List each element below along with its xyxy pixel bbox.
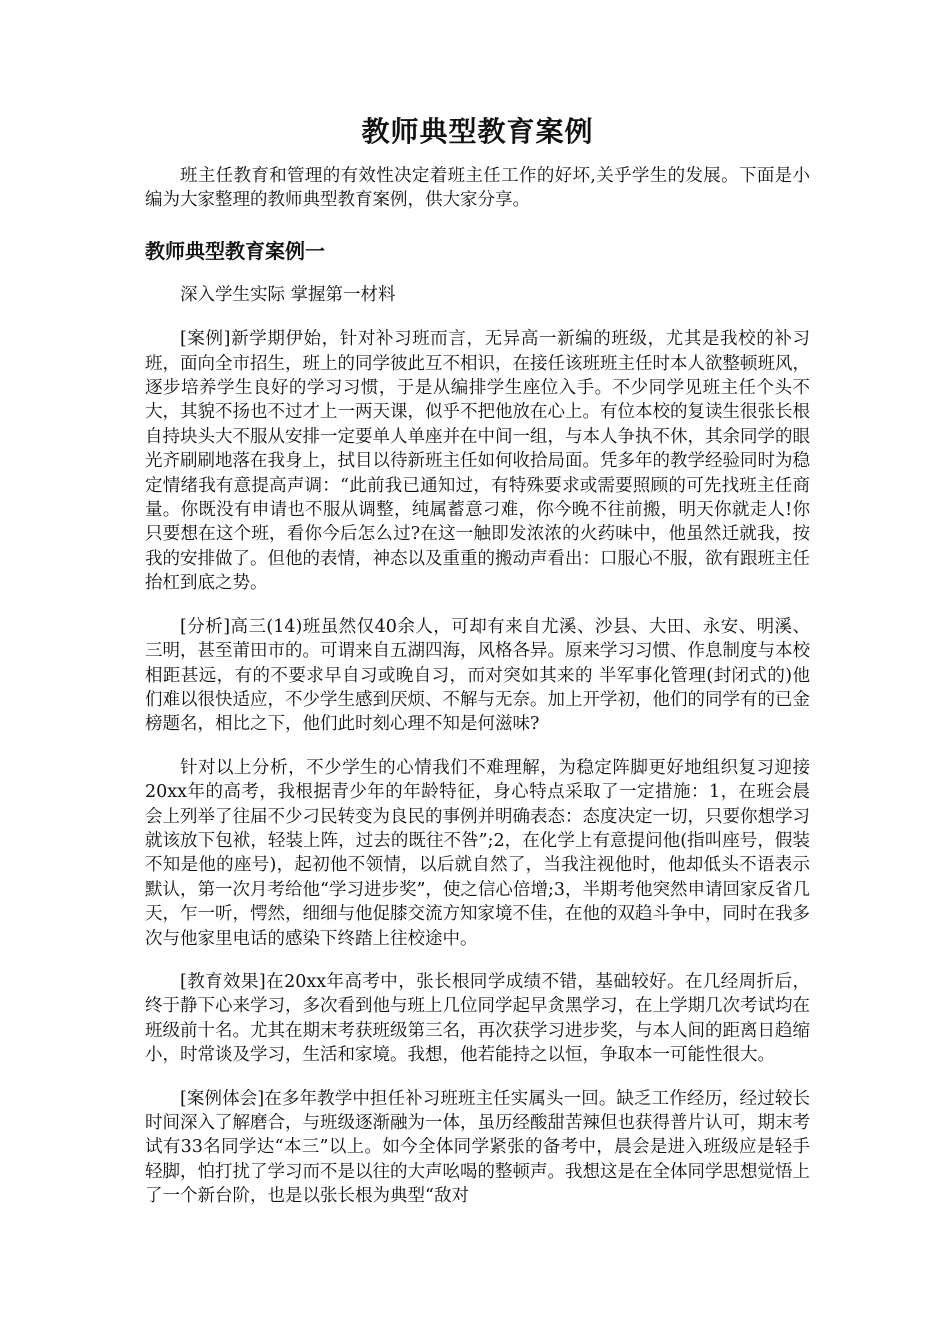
intro-paragraph: 班主任教育和管理的有效性决定着班主任工作的好坏,关乎学生的发展。下面是小编为大家整理的教师典型教育案例，供大家分享。 xyxy=(145,166,810,211)
effect-paragraph: [教育效果]在20xx年高考中，张长根同学成绩不错，基础较好。在几经周折后，终于静下心来学习，多次看到他与班上几位同学起早贪黑学习，在上学期几次考试均在班级前十名。尤其在期末考获班级第三名，再次获学习进步奖，与本人间的距离日趋缩小，时常谈及学习，生活和家境。我想，他若能持之以恒，争取本一可能性很大。 xyxy=(145,971,810,1066)
measures-paragraph: 针对以上分析，不少学生的心情我们不难理解，为稳定阵脚更好地组织复习迎接20xx年的高考，我根据青少年的年龄特征，身心特点采取了一定措施：1，在班会晨会上列举了往届不少刁民转变为良民的事例并明确表态：态度决定一切，只要你想学习就该放下包袱，轻装上阵，过去的既往不咎”;2，在化学上有意提问他(指叫座号，假装不知是他的座号)，起初他不领情，以后就自然了，当我注视他时，他却低头不语表示默认，第一次月考给他“学习进步奖”，使之信心倍增;3，半期考他突然申请回家反省几天，乍一听，愕然，细细与他促膝交流方知家境不佳，在他的双趋斗争中，同时在我多次与他家里电话的感染下终踏上往校途中。 xyxy=(145,757,810,949)
reflection-paragraph: [案例体会]在多年教学中担任补习班班主任实属头一回。缺乏工作经历，经过较长时间深入了解磨合，与班级逐渐融为一体，虽历经酸甜苦辣但也获得普片认可，期末考试有33名同学达“本三”以上。如今全体同学紧张的备考中，晨会是进入班级应是轻手轻脚，怕打扰了学习而不是以往的大声吆喝的整顿声。我想这是在全体同学思想觉悟上了一个新台阶，也是以张长根为典型“敌对 xyxy=(145,1088,810,1207)
section-heading: 教师典型教育案例一 xyxy=(145,238,325,263)
section-subtitle: 深入学生实际 掌握第一材料 xyxy=(180,284,396,305)
document-title: 教师典型教育案例 xyxy=(361,115,594,148)
analysis-paragraph: [分析]高三(14)班虽然仅40余人，可却有来自尤溪、沙县、大田、永安、明溪、三明，甚至莆田市的。可谓来自五湖四海，风格各异。原来学习习惯、作息制度与本校相距甚远，有的不要求早自习或晚自习，而对突如其来的 半军事化管理(封闭式的)他们难以很快适应，不少学生感到厌烦、不解与无奈。加上开学初，他们的同学有的已金榜题名，相比之下，他们此时刻心理不知是何滋味? xyxy=(145,616,810,735)
case-paragraph: [案例]新学期伊始，针对补习班而言，无异高一新编的班级，尤其是我校的补习班，面向全市招生，班上的同学彼此互不相识，在接任该班班主任时本人欲整顿班风，逐步培养学生良好的学习习惯，于是从编排学生座位入手。不少同学见班主任个头不大，其貌不扬也不过才上一两天课，似乎不把他放在心上。有位本校的复读生很张长根自持块头大不服从安排一定要单人单座并在中间一组，与本人争执不休，其余同学的眼光齐刷刷地落在我身上，拭目以待新班主任如何收拾局面。凭多年的教学经验同时为稳定情绪我有意提高声调：“此前我已通知过，有特殊要求或需要照顾的可先找班主任商量。你既没有申请也不服从调整，纯属蓄意刁难，你今晚不往前搬，明天你就走人!你只要想在这个班，看你今后怎么过?在这一触即发浓浓的火药味中，他虽然迁就我，按我的安排做了。但他的表情，神态以及重重的搬动声看出：口服心不服，欲有跟班主任抬杠到底之势。 xyxy=(145,329,810,594)
document-page xyxy=(145,110,810,1228)
